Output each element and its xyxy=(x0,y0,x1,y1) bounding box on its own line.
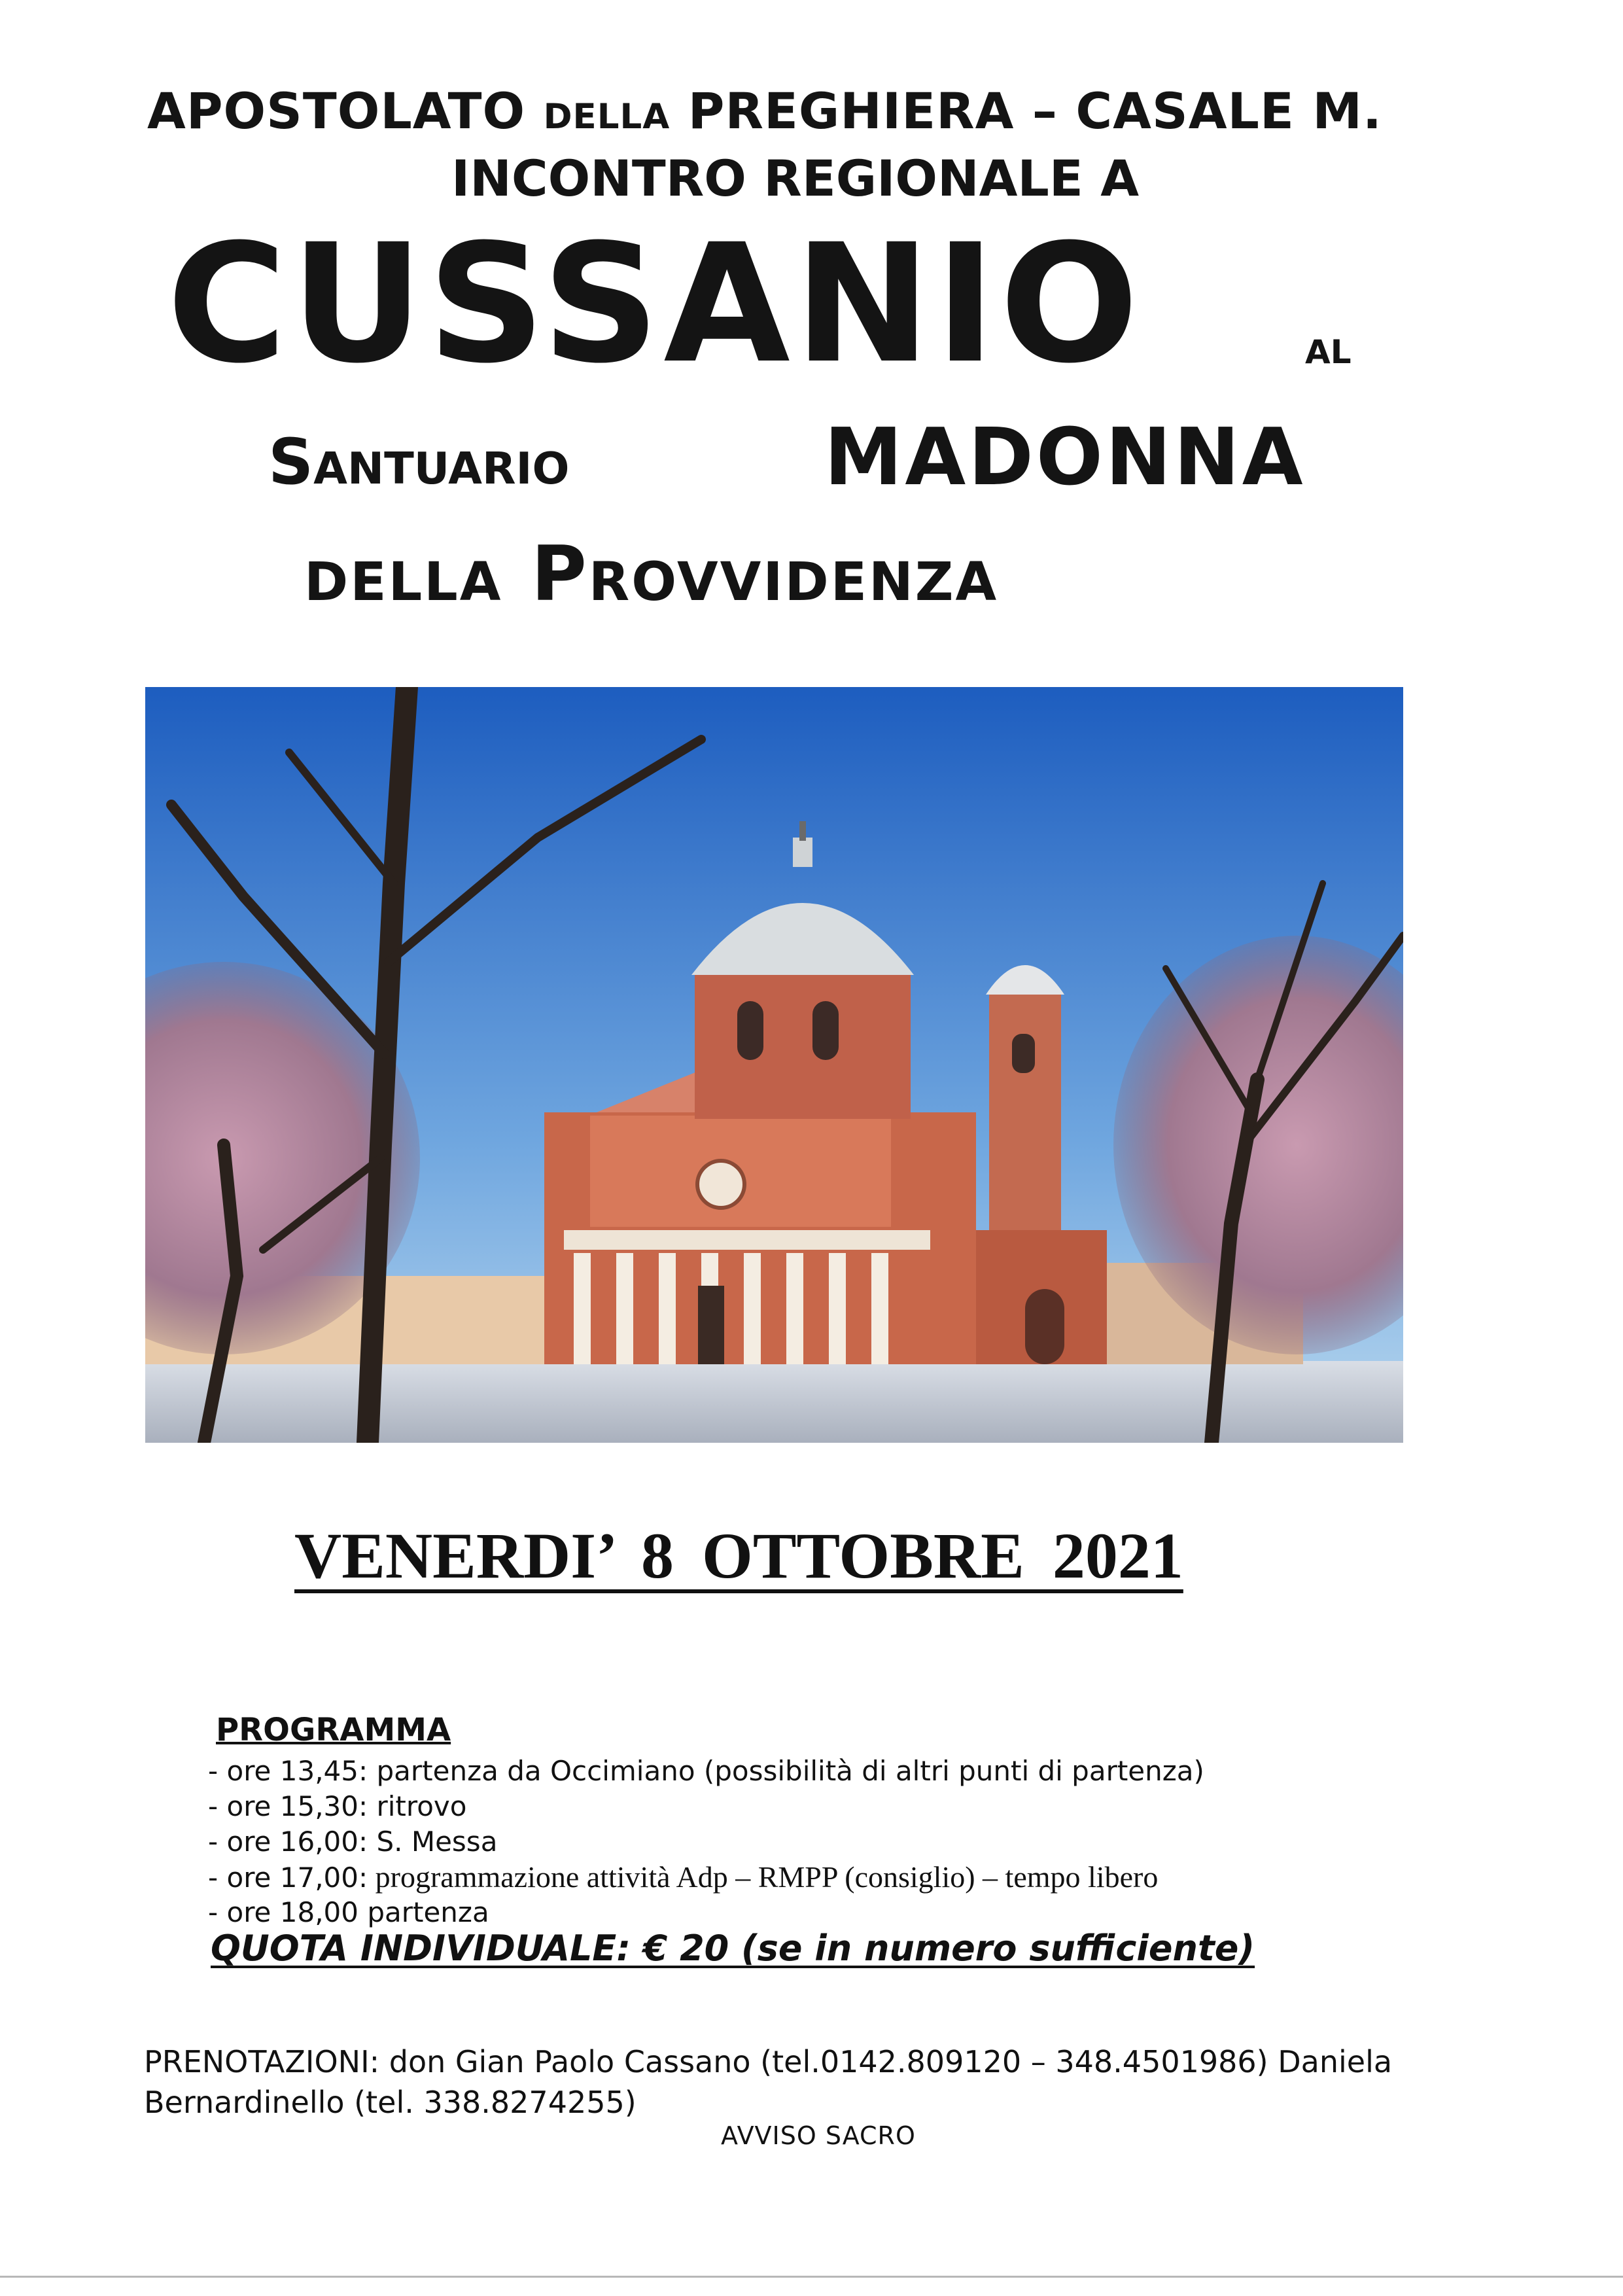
header-santuario: Santuario xyxy=(268,425,570,499)
program-item-bullet: - xyxy=(208,1896,227,1928)
sanctuary-photo xyxy=(145,687,1403,1443)
program-item-desc: partenza da Occimiano (possibilità di altri punti di partenza) xyxy=(368,1755,1204,1787)
header-event-type: INCONTRO REGIONALE A xyxy=(451,149,1140,207)
program-title: PROGRAMMA xyxy=(216,1712,451,1748)
booking-info xyxy=(144,2041,1485,2123)
program-item-desc: ritrovo xyxy=(368,1790,467,1822)
header-provvidenza: della Provvidenza xyxy=(304,530,999,618)
program-item-desc: S. Messa xyxy=(368,1826,498,1858)
booking-label: PRENOTAZIONI: xyxy=(144,2044,380,2079)
program-item-bullet: - xyxy=(208,1862,227,1894)
event-date: VENERDI’ 8 OTTOBRE 2021 xyxy=(294,1519,1183,1592)
program-item xyxy=(208,1754,1204,1789)
program-item xyxy=(208,1860,1204,1895)
header-madonna: MADONNA xyxy=(824,412,1306,503)
program-item-bullet: - xyxy=(208,1755,227,1787)
program-item xyxy=(208,1824,1204,1860)
header-title-location: CUSSANIO xyxy=(167,209,1143,399)
footer-notice: AVVISO SACRO xyxy=(721,2121,916,2150)
program-item-time: ore 18,00 xyxy=(226,1896,358,1928)
program-item-time: ore 17,00: xyxy=(226,1862,368,1894)
individual-fee: QUOTA INDIVIDUALE: € 20 (se in numero sufficiente) xyxy=(211,1928,1255,1969)
header-organization: APOSTOLATO della PREGHIERA – CASALE M. xyxy=(147,82,1382,140)
booking-contacts: don Gian Paolo Cassano (tel.0142.809120 – 348.4501986) Daniela Bernardinello (tel. 338.8274255) xyxy=(144,2044,1393,2120)
program-item-bullet: - xyxy=(208,1790,227,1822)
program-item-time: ore 16,00: xyxy=(226,1826,368,1858)
program-item-desc: programmazione attività Adp – RMPP (consiglio) – tempo libero xyxy=(368,1860,1159,1894)
header-al: al xyxy=(1305,319,1352,374)
program-item-time: ore 15,30: xyxy=(226,1790,368,1822)
program-item xyxy=(208,1895,1204,1930)
program-item-bullet: - xyxy=(208,1826,227,1858)
program-item-desc: partenza xyxy=(358,1896,489,1928)
program-item-time: ore 13,45: xyxy=(226,1755,368,1787)
scan-edge-line xyxy=(0,2276,1623,2278)
program-list xyxy=(208,1754,1204,1930)
program-item xyxy=(208,1789,1204,1824)
